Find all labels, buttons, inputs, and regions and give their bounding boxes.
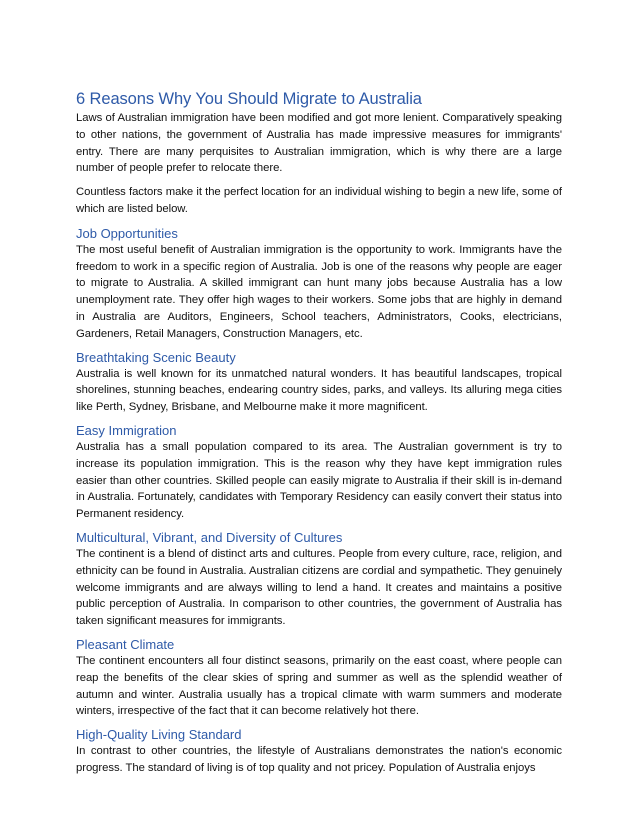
section-body: In contrast to other countries, the lifestyle of Australians demonstrates the nation's economic progress. The standard of living is of top quality and not pricey. Population of Australia enjoys: [76, 745, 562, 774]
section-pleasant-climate: [76, 636, 562, 720]
section-heading: Multicultural, Vibrant, and Diversity of Cultures: [76, 529, 343, 545]
intro-paragraph-2: Countless factors make it the perfect location for an individual wishing to begin a new life, some of which are listed below.: [76, 186, 562, 215]
section-body: Australia is well known for its unmatched natural wonders. It has beautiful landscapes, tropical shorelines, stunning beaches, endearing country sides, parks, and valleys. Its alluring mega cities like Perth, Sydney, Brisbane, and Melbourne make it more magnificent.: [76, 367, 562, 414]
section-heading: Pleasant Climate: [76, 636, 175, 652]
section-heading: Job Opportunities: [76, 225, 178, 241]
section-body: The most useful benefit of Australian immigration is the opportunity to work. Immigrants have the freedom to work in a specific region of Australia. Job is one of the reasons why people are eager to migrate to Australia. A skilled immigrant can hunt many jobs because Australia has a low unemployment rate. They offer high wages to their workers. Some jobs that are highly in demand in Australia are Auditors, Engineers, School teachers, Administrators, Cooks, electricians, Gardeners, Retail Managers, Construction Managers, etc.: [76, 243, 562, 340]
section-scenic-beauty: [76, 349, 562, 416]
section-heading: Easy Immigration: [76, 422, 177, 438]
section-job-opportunities: [76, 225, 562, 343]
section-body: Australia has a small population compared to its area. The Australian government is try to increase its population immigration. This is the reason why they have kept immigration rules easier than other countries. Skilled people can easily migrate to Australia if their skill is in-demand in Australia. Fortunately, candidates with Temporary Residency can easily convert their status into Permanent residency.: [76, 440, 562, 521]
section-multicultural: [76, 529, 562, 630]
document-title: 6 Reasons Why You Should Migrate to Australia: [76, 90, 422, 108]
section-body: The continent is a blend of distinct arts and cultures. People from every culture, race, religion, and ethnicity can be found in Australia. Australian citizens are cordial and sympathetic. They genuinely welcome immigrants and are always willing to lend a hand. It creates and maintains a positive public perception of Australia. In comparison to other countries, the government of Australia has taken significant measures for immigrants.: [76, 547, 562, 628]
section-living-standard: [76, 726, 562, 777]
section-heading: High-Quality Living Standard: [76, 727, 242, 743]
section-body: The continent encounters all four distinct seasons, primarily on the east coast, where people can reap the benefits of the clear skies of spring and summer as well as the splendid weather of autumn and winter. Australia usually has a tropical climate with warm summers and moderate winters, irrespective of the fact that it can become relatively hot there.: [76, 654, 562, 718]
document-page: [76, 88, 562, 783]
section-easy-immigration: [76, 422, 562, 523]
section-heading: Breathtaking Scenic Beauty: [76, 349, 236, 365]
intro-paragraph-1: Laws of Australian immigration have been modified and got more lenient. Comparatively speaking to other nations, the government of Australia has made impressive measures for immigrants' entry. There are many perquisites to Australian immigration, which is why there are a large number of people prefer to relocate there.: [76, 112, 562, 175]
